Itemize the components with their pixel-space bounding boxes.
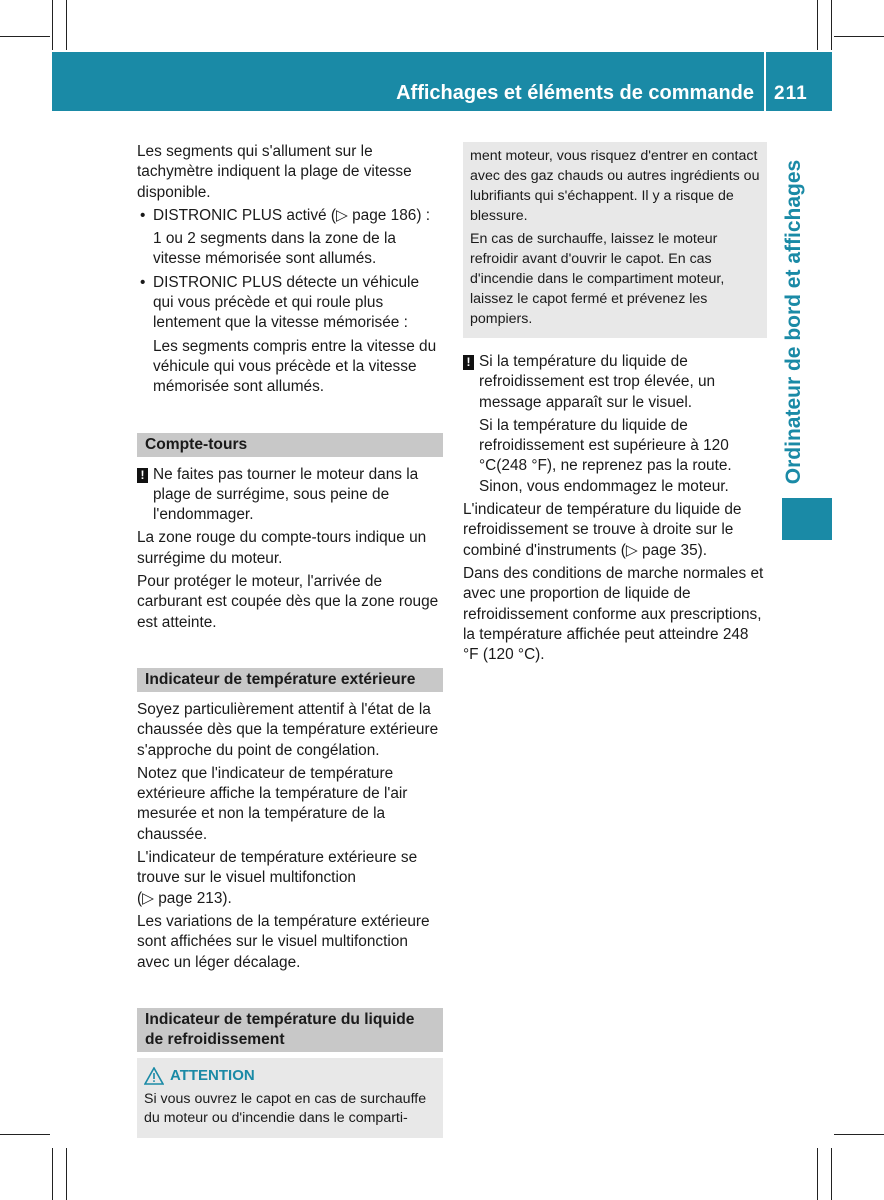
crop-mark — [66, 0, 67, 50]
side-chapter-text: Ordinateur de bord et affichages — [782, 159, 805, 485]
attention-text: Si vous ouvrez le capot en cas de surchauffe du moteur ou d'incendie dans le comparti- — [144, 1090, 427, 1127]
crop-mark — [817, 0, 818, 50]
crop-mark — [52, 1148, 53, 1200]
crop-mark — [834, 1134, 884, 1135]
bullet-distronic-active: • DISTRONIC PLUS activé (▷ page 186) : — [137, 206, 443, 226]
bullet-distronic-active-detail: 1 ou 2 segments dans la zone de la vitesse mémorisée sont allumés. — [153, 230, 396, 268]
attention-heading — [144, 1066, 436, 1086]
outside-temp-paragraph-4: Les variations de la température extérieure sont affichées sur le visuel multifonction avec un léger décalage. — [137, 912, 430, 971]
section-heading-tachometer: Compte-tours — [137, 433, 443, 457]
exclamation-icon: ! — [463, 355, 474, 370]
attention-box — [137, 1058, 443, 1138]
attention-continued-paragraph-2: En cas de surchauffe, laissez le moteur refroidir avant d'ouvrir le capot. En cas d'incendie dans le compartiment moteur, laissez le capot fermé et prévenez les pompiers. — [470, 231, 725, 327]
attention-box-continued — [463, 142, 767, 338]
intro-paragraph: Les segments qui s'allument sur le tachymètre indiquent la plage de vitesse disponible. — [137, 143, 412, 201]
outside-temp-paragraph-2: Notez que l'indicateur de température extérieure affiche la température de l'air mesurée et non la température de la chaussée. — [137, 764, 408, 843]
crop-mark — [831, 1148, 832, 1200]
bullet-distronic-detect-detail: Les segments compris entre la vitesse du véhicule qui vous précède et la vitesse mémorisée sont allumés. — [153, 337, 437, 396]
attention-label: ATTENTION — [170, 1066, 255, 1084]
header-bar — [52, 52, 764, 111]
page-number: 211 — [774, 83, 808, 104]
right-column — [463, 142, 767, 668]
coolant-paragraph-1: L'indicateur de température du liquide de refroidissement se trouve à droite sur le combiné d'instruments (▷ page 35). — [463, 501, 742, 559]
left-column — [137, 142, 443, 1138]
outside-temp-paragraph-1: Soyez particulièrement attentif à l'état de la chaussée dès que la température extérieure s'approche du point de congélation. — [137, 700, 439, 759]
side-chapter-label — [777, 150, 811, 490]
crop-mark — [0, 36, 50, 37]
bullet-distronic-detect: • DISTRONIC PLUS détecte un véhicule qui vous précède et qui roule plus lentement que la vitesse mémorisée : — [137, 273, 443, 334]
warning-triangle-icon — [144, 1067, 164, 1085]
tachometer-paragraph-2: Pour protéger le moteur, l'arrivée de carburant est coupée dès que la zone rouge est atteinte. — [137, 573, 439, 631]
side-tab-marker — [782, 498, 832, 540]
tachometer-warning-text: Ne faites pas tourner le moteur dans la plage de surrégime, sous peine de l'endommager. — [153, 465, 419, 524]
coolant-warning-text: Si la température du liquide de refroidissement est trop élevée, un message apparaît sur le visuel. — [479, 353, 716, 411]
attention-continued-paragraph-1: ment moteur, vous risquez d'entrer en contact avec des gaz chauds ou autres ingrédients ou lubrifiants qui s'échappent. Il y a risque de blessure. — [470, 148, 760, 224]
crop-mark — [817, 1148, 818, 1200]
outside-temp-paragraph-3: L'indicateur de température extérieure se trouve sur le visuel multifonction — [137, 849, 418, 887]
crop-mark — [831, 0, 832, 50]
tachometer-paragraph-1: La zone rouge du compte-tours indique un surrégime du moteur. — [137, 529, 427, 567]
coolant-warning — [463, 352, 767, 413]
page-title: Affichages et éléments de commande — [396, 82, 754, 104]
crop-mark — [52, 0, 53, 50]
exclamation-icon: ! — [137, 468, 148, 483]
crop-mark — [66, 1148, 67, 1200]
section-heading-outside-temperature: Indicateur de température extérieure — [137, 668, 443, 692]
page-number-box — [766, 52, 832, 111]
section-heading-coolant-temperature: Indicateur de température du liquide de refroidissement — [137, 1008, 443, 1052]
crop-mark — [834, 36, 884, 37]
coolant-paragraph-2: Dans des conditions de marche normales et avec une proportion de liquide de refroidissement conforme aux prescriptions, la température affichée peut atteindre 248 °F (120 °C). — [463, 564, 764, 664]
tachometer-warning — [137, 465, 443, 526]
crop-mark — [0, 1134, 50, 1135]
coolant-warning-detail: Si la température du liquide de refroidissement est supérieure à 120 °C(248 °F), ne reprenez pas la route. Sinon, vous endommagez le moteur. — [479, 416, 732, 495]
outside-temp-page-ref: (▷ page 213). — [137, 889, 232, 907]
